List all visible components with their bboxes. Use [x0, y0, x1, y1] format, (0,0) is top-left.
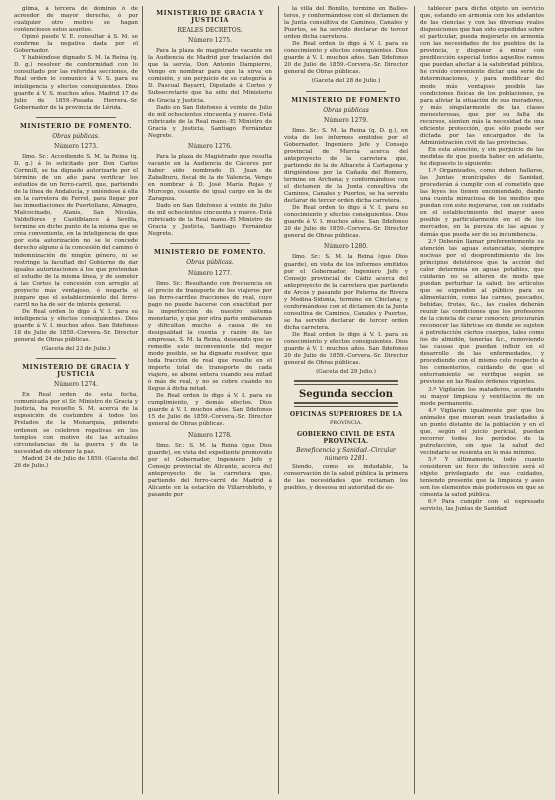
section-heading: MINISTERIO DE FOMENTO.	[154, 249, 266, 257]
paragraph: glima, á tercera de dominio ó de acreedor de mayor derecho, ó por cualquier otro motivo se hagan contenciosos estos asuntos.	[14, 6, 138, 34]
order-number: Número 1275.	[188, 37, 232, 45]
section-subheading: Obras públicas.	[52, 132, 100, 140]
separator	[306, 91, 386, 92]
paragraph: De Real orden lo digo á V. I. para su conocimiento y efectos consiguientes. Dios guarde á V. I. muchos años. San Ildefonso 20 de Julio de 1859.-Corvera.-Sr. Director general de Obras públicas.	[284, 331, 408, 367]
column-2	[148, 6, 272, 794]
paragraph: Siendo, como es indudable, la conservación de la salud pública la primera de las necesidades que reclaman los pueblos, y deseosa mi autoridad de es-	[284, 463, 408, 491]
paragraph: Ilmo. Sr.: S. M. la Reina (que Dios guarde), en vista de los informes emitidos por el Gobernador, Ingeniero Jefe y Consejo provincial de Cádiz acerca del anteproyecto de la carretera que partiendo de Arcos y pasando por Paterna de Rivera y Medina-Sidonia, termine en Chiclana; y conformándose con el dictamen de la Junta consultiva de Caminos, Canales y Puertos, se ha servido declarar de tercer orden dicha carretera.	[284, 254, 408, 331]
gaceta-date: (Gaceta del 29 Julio.)	[316, 369, 376, 376]
paragraph: En Real orden de esta fecha, comunicada por el Sr. Ministro de Gracia y Justicia, ha resuelto S. M. acerca de la exposición de costumbre á todos los Prelados de la Monarquía, pidiendo ordenen se celebren rogativas en los templos con motivo de las actuales circunstancias de la guerra y de la necesidad de obtener la paz.	[14, 392, 138, 455]
paragraph: Ilmo. Sr.: Resultando con frecuencia en el precio de transporte de los viajeros por las ferro-carriles fracciones de real, cuyo pago no puede hacerse con exactitud por la imperfección de nuestro sistema monetario, y que por otra parte embarazan y dificultan mucho á causa de su desigualdad la cuenta y razón de las empresas, S. M. la Reina, deseando que se remedie este inconveniente del mejor modo posible, se ha dignado resolver, que toda fracción de real que resulte en el importe total de transporte de cada viajero, se abone entera cuando sea mitad ó más de real, y no se cobre cuando no llegue á dicha mitad.	[148, 280, 272, 393]
province-label: PROVINCIA.	[329, 420, 363, 427]
section-heading: MINISTERIO DE GRACIA Y JUSTICIA	[156, 10, 264, 25]
double-rule	[294, 402, 398, 407]
paragraph: la villa del Bonillo, termine en Balles- teros, y conformándose con el dictamen de la Junta consultiva de Caminos, Canales y Puertos, se ha servido declarar de tercer orden dicha carretera.	[284, 6, 408, 41]
order-number: Número 1278.	[188, 431, 232, 439]
gaceta-date: (Gaceta del 28 de Julio.)	[311, 78, 381, 85]
paragraph: tablecer para dicho objeto un servicio que, estando en armonía con los adelantos de las ciencias y con las diversas reales disposiciones que han sido expedidas sobre el particular, pueda mejorarlo en armonía con las necesidades de los pueblos de la provincia, y disponer á mirar con predilección especial todos aquellos ramos que puedan afectar á la salubridad pública, he creído conveniente dictar una serie de determinaciones, y para modificar del modo más ventajoso posible las condiciones físicas de los poblaciones, ya para aliviar la situación de sus moradores, y más singularmente de las clases menesterosas, que por su falta de recursos, sienten más la necesidad de una eficiente protección, que sólo puede ser dictada por las encargados de la Administración civil de las provincias.	[420, 6, 544, 146]
paragraph: De Real orden lo digo á V. I. para su inteligencia y efectos consiguientes. Dios guarde á V. I. muchos años. San Ildefonso 18 de Julio de 1859.-Corvera.-Sr. Director general de Obras públicas.	[14, 308, 138, 344]
order-number: Número 1273.	[54, 142, 98, 150]
paragraph: Ilmo. Sr.: S. M. la Reina (que Dios guarde), en vista del expediente promovido por el Gobernador, Ingeniero Jefe y Consejo provincial de Alicante, acerca del anteproyecto de la carretera que, partiendo del ferro-carril de Madrid á Alicante en la estación de Villarrobledo, y pasando por	[148, 442, 272, 498]
order-number: Número 1274.	[54, 381, 98, 389]
column-4	[420, 6, 544, 794]
paragraph: 6.º Para cumplir con el expresado servicio, las Juntas de Sanidad	[420, 499, 544, 513]
column-rule	[142, 6, 143, 794]
column-rule	[278, 6, 279, 794]
gaceta-date: (Gaceta del 23 de Julio.)	[41, 346, 111, 353]
column-rule	[414, 6, 415, 794]
separator	[36, 117, 116, 118]
paragraph: Madrid 24 de Julio de 1859. (Gaceta del 26 de Julio.)	[14, 455, 138, 469]
paragraph: Para la plaza de Magistrado que resulta vacante en la Audiencia de Cáceres por haber sido nombrado D. Juan de Zabalburu, fiscal de la de Valencia, Vengo en nombrar á D. José María Rojas y Murcego, cesante de igual cargo en la de Zaragoza.	[148, 153, 272, 203]
paragraph: Ilmo. Sr.: S. M. la Reina (q. D. g.), en vista de los informes emitidos por el Gobernador, Ingeniero Jefe y Consejo provincial de Murcia acerca del anteproyecto de la carretera que, partiendo de la de Albacete á Cartagena y dirigiéndose por la Cañada del Romero, termine en Archena; y conformándose con el dictamen de la Junta consultiva de Caminos, Canales y Puertos, se ha servido declarar de tercer orden dicha carretera.	[284, 127, 408, 205]
paragraph: De Real orden lo digo á V. I. para su conocimiento y efectos consiguientes. Dios guarde á V. I. muchos años. San Ildefonso 20 de Julio de 1859.-Corvera.-Sr. Director general de Obras públicas.	[284, 41, 408, 76]
column-1	[14, 6, 138, 794]
double-rule	[294, 380, 398, 385]
government-heading: GOBIERNO CIVIL DE ESTA PROVINCIA.	[296, 431, 396, 446]
order-number: Número 1280.	[324, 243, 368, 251]
paragraph: De Real orden lo digo á V. I. para su conocimiento y efectos consiguientes. Dios guarde á V. I. muchos años. San Ildefonso 20 de Julio de 1859.-Corvera.-Sr. Director general de Obras públicas.	[284, 205, 408, 240]
section-heading: MINISTERIO DE FOMENTO.	[20, 122, 132, 130]
separator	[36, 358, 116, 359]
order-number: Número 1277.	[188, 269, 232, 277]
paragraph: 4.º Vigilarán igualmente por que los animales que mueran sean trasladados á un punto distante de la población y en el que, según el juicio pericial, puedan recorrer todos los períodos de la putrefacción, sin que la salud del vecindario se resienta en lo más mínimo.	[420, 407, 544, 456]
paragraph: De Real orden lo digo á V. I. para su cumplimiento, y demás efectos. Dios guarde á V. I. muchos años. San Ildefonso 15 de Julio de 1859.-Corvera.-Sr. Director general de Obras públicas.	[148, 393, 272, 428]
paragraph: Dado en San Ildefonso á veinte de Julio de mil ochocientos cincuenta y nueve.-Está rubricado de la Real mano.-El Ministro de Gracia y Justicia, Santiago Fernández Negrete.	[148, 104, 272, 139]
circular-title: Beneficencia y Sanidad.-Circular número 1281.	[296, 447, 396, 462]
section-subheading: REALES DECRETOS.	[177, 27, 243, 35]
paragraph: 1.º Organizados, como deben hallarse, las Juntas municipales de Sanidad, procederán á cumplir con el cometido que las leyes les tienen encomendado, dando una cuenta minuciosa de los medios que puedan con esto mejorarse, con un cuidado en el establecimiento del mayor aseo posible y particularmente en el de los mercados, en la pureza de las aguas y demás que pueda ser de su incumbencia.	[420, 168, 544, 238]
offices-heading: OFICINAS SUPERIORES DE LA	[289, 411, 403, 419]
paragraph: Ilmo. Sr.: Accediendo S. M. la Reina (q. D. g.) á lo solicitado por Don Carlos Cornnill, se ha dignado autorizarle por el término de un año para verificar los estudios de un ferro-carril, que, partiendo de la línea de Andalucía, y uniéndose á ella en la carretera de Ferrol, para llegar por las inmediaciones de Puertollano, Almagro, Malcocinado, Alanís, San Nicolás, Valdeflores y Castilblanco á Sevilla, termine en dicho punto de la misma que se crea conveniente, en la inteligencia de que por esta autorización no se le concede derecho alguno á la concesión del camino ó indemnización de ningún género, ni se restringe la facultad del Gobierno de dar iguales autorizaciones á los que pretendan el estudio de la misma línea, y de someter á las Cortes la concesión con arreglo al proyecto más ventajoso, ó negarla si juzgare que el establecimiento del ferro-carril no ha de ser de interés general.	[14, 153, 138, 308]
section-title: Segunda seccion	[299, 389, 393, 401]
paragraph: 5.º Y últimamente, todo cuanto consideren un foco de infección será el objeto privilegiado de sus cuidados, teniendo presente que la limpieza y aseo son los elementos más poderosos en que se cimenta la salud pública.	[420, 457, 544, 499]
section-heading: MINISTERIO DE GRACIA Y JUSTICIA	[22, 364, 130, 379]
paragraph: 3.º Vigilarán los mataderos, acordando su mayor limpieza y ventilación de un modo permanente.	[420, 386, 544, 407]
order-number: Número 1276.	[188, 142, 232, 150]
paragraph: 2.º Deberán llamar preferentemente su atención las aguas estancadas, siempre nocivas por el desprendimiento de los principios deletéreos que la acción del calor determina en aguas potables, que cuidarán no se alteren de modo que puedan perturbar la salud; los artículos que se expenden al público para su alimentación, como las carnes, pescados, bebidas, frutas, &c., las cuales deberán reunir las condiciones que los profesores de la ciencia de curar conocen; procurarán reconocer las fábricas en donde se sujeten á putrefacción ciertos cuerpos, tales como los de almidón, tenerías &c., removiendo las causas que puedan influir en el desarrollo de las enfermedades, y procediendo con el mismo celo respecto á los cementerios, cuidando de que el enterramiento se verifique según se previene en las Reales órdenes vigentes.	[420, 238, 544, 386]
section-subheading: Obras públicas.	[186, 259, 234, 267]
column-3	[284, 6, 408, 794]
section-heading: MINISTERIO DE FOMENTO	[291, 96, 401, 104]
separator	[170, 243, 250, 244]
section-subheading: Obras públicas	[323, 106, 369, 114]
paragraph: Dado en San Ildefonso á veinte de Julio de mil ochocientos cincuenta y nueve.-Está rubricado de la Real mano.-El Ministro de Gracia y Justicia, Santiago Fernández Negrete.	[148, 203, 272, 238]
paragraph: Y habiéndose dignado S. M. la Reina (q. D. g.) resolver de conformidad con lo consultado por las referidas secciones, de Real orden lo comunico á V. S. para su inteligencia y efectos consiguientes. Dios guarde á V. S. muchos años. Madrid 17 de Julio de 1859.-Posada Herrera.-Sr. Gobernador de la provincia de Lérida.	[14, 55, 138, 111]
order-number: Número 1279.	[324, 116, 368, 124]
paragraph: Opinó puede V. E. consultar á S. M. se confirme la negativa dada por el Gobernador.	[14, 34, 138, 55]
paragraph: En esta atención, y sin perjuicio de las medidas de que pueda haber en adelante, he dispuesto lo siguiente:	[420, 146, 544, 168]
paragraph: Para la plaza de magistrado vacante en la Audiencia de Madrid por traslación del que la servía, Don Antonio Dampierre, Vengo en nombrar para que la sirva en comisión, y sin perjuicio de su categoría á D. Pascual Bayarri, Diputado á Cortes y Subsecretario que ha sido del Ministerio de Gracia y Justicia.	[148, 48, 272, 104]
